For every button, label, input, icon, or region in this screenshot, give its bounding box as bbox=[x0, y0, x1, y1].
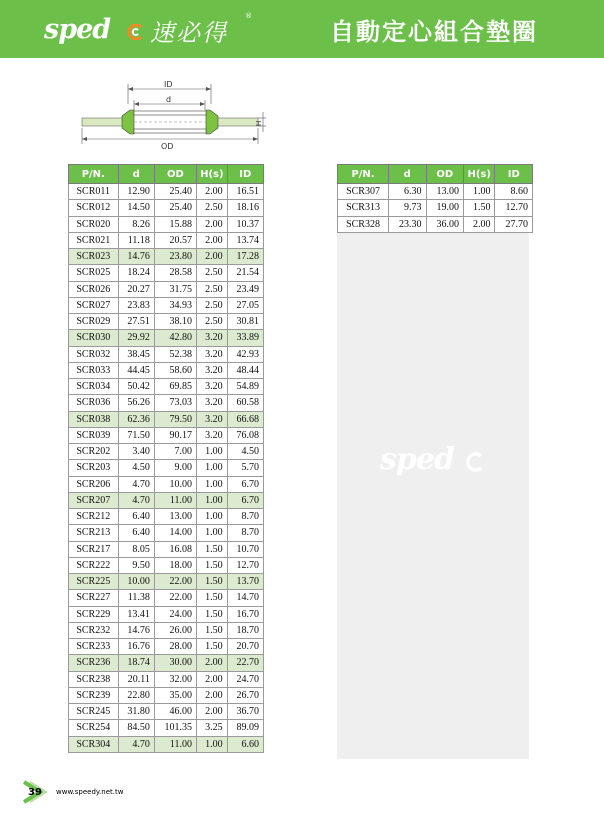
cell-d: 23.30 bbox=[389, 216, 426, 232]
cell-h: 2.00 bbox=[197, 249, 228, 265]
cell-id: 6.70 bbox=[227, 476, 263, 492]
cell-d: 6.40 bbox=[118, 509, 154, 525]
cell-od: 24.00 bbox=[154, 606, 196, 622]
cell-id: 27.70 bbox=[495, 216, 533, 232]
brand-logo-text: sped bbox=[44, 14, 111, 45]
cell-id: 5.70 bbox=[227, 460, 263, 476]
cell-d: 13.41 bbox=[118, 606, 154, 622]
table-row bbox=[69, 509, 264, 525]
cell-part-number: SCR236 bbox=[69, 655, 119, 671]
cell-h: 1.00 bbox=[197, 525, 228, 541]
cell-d: 12.90 bbox=[118, 184, 154, 200]
cell-od: 23.80 bbox=[154, 249, 196, 265]
cell-od: 30.00 bbox=[154, 655, 196, 671]
washer-cross-section-diagram bbox=[78, 78, 268, 152]
table-row bbox=[69, 557, 264, 573]
registered-mark: ® bbox=[245, 12, 252, 20]
cell-part-number: SCR021 bbox=[69, 232, 119, 248]
cell-od: 58.60 bbox=[154, 362, 196, 378]
cell-od: 32.00 bbox=[154, 671, 196, 687]
cell-id: 10.37 bbox=[227, 216, 263, 232]
table-row bbox=[69, 622, 264, 638]
cell-part-number: SCR232 bbox=[69, 622, 119, 638]
cell-id: 18.16 bbox=[227, 200, 263, 216]
table-row bbox=[69, 460, 264, 476]
table-body-right bbox=[338, 184, 533, 233]
cell-d: 44.45 bbox=[118, 362, 154, 378]
cell-od: 28.00 bbox=[154, 639, 196, 655]
cell-id: 16.70 bbox=[227, 606, 263, 622]
cell-id: 20.70 bbox=[227, 639, 263, 655]
table-row bbox=[69, 184, 264, 200]
cell-h: 2.00 bbox=[197, 655, 228, 671]
cell-h: 2.50 bbox=[197, 281, 228, 297]
cell-od: 9.00 bbox=[154, 460, 196, 476]
cell-h: 1.50 bbox=[197, 541, 228, 557]
table-header-row bbox=[338, 165, 533, 184]
cell-d: 14.76 bbox=[118, 249, 154, 265]
column-header-od: OD bbox=[154, 165, 196, 184]
table-row bbox=[69, 216, 264, 232]
cell-id: 13.70 bbox=[227, 574, 263, 590]
cell-od: 26.00 bbox=[154, 622, 196, 638]
table-row bbox=[69, 427, 264, 443]
cell-od: 38.10 bbox=[154, 314, 196, 330]
cell-d: 50.42 bbox=[118, 379, 154, 395]
table-body-left bbox=[69, 184, 264, 753]
cell-part-number: SCR227 bbox=[69, 590, 119, 606]
cell-d: 31.80 bbox=[118, 704, 154, 720]
cell-id: 6.70 bbox=[227, 492, 263, 508]
cell-od: 25.40 bbox=[154, 184, 196, 200]
cell-od: 11.00 bbox=[154, 736, 196, 752]
column-header-od: OD bbox=[426, 165, 463, 184]
cell-od: 10.00 bbox=[154, 476, 196, 492]
cell-part-number: SCR222 bbox=[69, 557, 119, 573]
table-row bbox=[69, 606, 264, 622]
cell-id: 22.70 bbox=[227, 655, 263, 671]
cell-id: 60.58 bbox=[227, 395, 263, 411]
diagram-label-d: d bbox=[166, 95, 172, 104]
table-row bbox=[69, 281, 264, 297]
cell-h: 1.50 bbox=[463, 200, 495, 216]
cell-h: 1.00 bbox=[463, 184, 495, 200]
cell-part-number: SCR245 bbox=[69, 704, 119, 720]
cell-od: 14.00 bbox=[154, 525, 196, 541]
cell-d: 29.92 bbox=[118, 330, 154, 346]
column-header-d: d bbox=[389, 165, 426, 184]
cell-d: 18.74 bbox=[118, 655, 154, 671]
table-row bbox=[69, 297, 264, 313]
cell-h: 2.50 bbox=[197, 297, 228, 313]
table-row bbox=[69, 736, 264, 752]
cell-part-number: SCR011 bbox=[69, 184, 119, 200]
cell-id: 8.70 bbox=[227, 509, 263, 525]
cell-part-number: SCR026 bbox=[69, 281, 119, 297]
cell-h: 1.00 bbox=[197, 476, 228, 492]
cell-od: 22.00 bbox=[154, 574, 196, 590]
cell-d: 16.76 bbox=[118, 639, 154, 655]
table-row bbox=[69, 492, 264, 508]
table-row bbox=[338, 184, 533, 200]
cell-d: 6.40 bbox=[118, 525, 154, 541]
cell-h: 1.00 bbox=[197, 444, 228, 460]
cell-od: 73.03 bbox=[154, 395, 196, 411]
table-row bbox=[338, 216, 533, 232]
cell-h: 1.50 bbox=[197, 574, 228, 590]
table-row bbox=[69, 687, 264, 703]
table-row bbox=[69, 249, 264, 265]
cell-id: 13.74 bbox=[227, 232, 263, 248]
cell-part-number: SCR313 bbox=[338, 200, 389, 216]
cell-od: 69.85 bbox=[154, 379, 196, 395]
cell-d: 10.00 bbox=[118, 574, 154, 590]
cell-h: 2.00 bbox=[463, 216, 495, 232]
table-row bbox=[69, 720, 264, 736]
spec-table-right bbox=[337, 164, 533, 233]
table-row bbox=[69, 655, 264, 671]
cell-part-number: SCR033 bbox=[69, 362, 119, 378]
table-row bbox=[69, 639, 264, 655]
cell-h: 3.20 bbox=[197, 379, 228, 395]
table-row bbox=[69, 574, 264, 590]
cell-part-number: SCR225 bbox=[69, 574, 119, 590]
cell-id: 48.44 bbox=[227, 362, 263, 378]
cell-d: 20.27 bbox=[118, 281, 154, 297]
cell-h: 3.25 bbox=[197, 720, 228, 736]
cell-id: 33.89 bbox=[227, 330, 263, 346]
cell-part-number: SCR217 bbox=[69, 541, 119, 557]
table-row bbox=[69, 704, 264, 720]
column-header-id: ID bbox=[495, 165, 533, 184]
spec-table-left bbox=[68, 164, 264, 753]
brand-watermark: sped bbox=[380, 442, 454, 477]
cell-part-number: SCR212 bbox=[69, 509, 119, 525]
table-row bbox=[69, 476, 264, 492]
cell-part-number: SCR206 bbox=[69, 476, 119, 492]
cell-h: 1.00 bbox=[197, 492, 228, 508]
cell-od: 15.88 bbox=[154, 216, 196, 232]
cell-d: 38.45 bbox=[118, 346, 154, 362]
cell-od: 7.00 bbox=[154, 444, 196, 460]
table-row bbox=[69, 395, 264, 411]
cell-d: 4.70 bbox=[118, 476, 154, 492]
cell-d: 14.76 bbox=[118, 622, 154, 638]
cell-d: 3.40 bbox=[118, 444, 154, 460]
cell-d: 22.80 bbox=[118, 687, 154, 703]
cell-d: 11.38 bbox=[118, 590, 154, 606]
table-row bbox=[69, 541, 264, 557]
diagram-label-h: H bbox=[255, 120, 263, 126]
table-header-row bbox=[69, 165, 264, 184]
cell-part-number: SCR328 bbox=[338, 216, 389, 232]
cell-id: 8.60 bbox=[495, 184, 533, 200]
cell-h: 3.20 bbox=[197, 362, 228, 378]
cell-d: 9.50 bbox=[118, 557, 154, 573]
website-url: www.speedy.net.tw bbox=[56, 788, 124, 796]
table-row bbox=[69, 411, 264, 427]
table-row bbox=[69, 444, 264, 460]
cell-part-number: SCR020 bbox=[69, 216, 119, 232]
cell-d: 11.18 bbox=[118, 232, 154, 248]
cell-h: 1.50 bbox=[197, 557, 228, 573]
cell-id: 12.70 bbox=[495, 200, 533, 216]
cell-od: 36.00 bbox=[426, 216, 463, 232]
cell-part-number: SCR239 bbox=[69, 687, 119, 703]
cell-part-number: SCR032 bbox=[69, 346, 119, 362]
cell-id: 16.51 bbox=[227, 184, 263, 200]
cell-od: 90.17 bbox=[154, 427, 196, 443]
table-row bbox=[69, 379, 264, 395]
cell-od: 16.08 bbox=[154, 541, 196, 557]
diagram-label-od: OD bbox=[161, 142, 174, 151]
cell-od: 19.00 bbox=[426, 200, 463, 216]
table-row bbox=[69, 346, 264, 362]
cell-id: 54.89 bbox=[227, 379, 263, 395]
column-header-h: H(s) bbox=[197, 165, 228, 184]
cell-d: 8.26 bbox=[118, 216, 154, 232]
cell-od: 18.00 bbox=[154, 557, 196, 573]
cell-od: 52.38 bbox=[154, 346, 196, 362]
cell-od: 34.93 bbox=[154, 297, 196, 313]
table-row bbox=[69, 671, 264, 687]
table-row bbox=[69, 314, 264, 330]
cell-id: 66.68 bbox=[227, 411, 263, 427]
cell-h: 3.20 bbox=[197, 346, 228, 362]
cell-od: 31.75 bbox=[154, 281, 196, 297]
cell-id: 18.70 bbox=[227, 622, 263, 638]
cell-od: 42.80 bbox=[154, 330, 196, 346]
cell-d: 8.05 bbox=[118, 541, 154, 557]
table-row bbox=[69, 362, 264, 378]
cell-d: 27.51 bbox=[118, 314, 154, 330]
page-number: 39 bbox=[28, 787, 42, 798]
cell-d: 6.30 bbox=[389, 184, 426, 200]
table-row bbox=[69, 525, 264, 541]
cell-id: 10.70 bbox=[227, 541, 263, 557]
cell-part-number: SCR213 bbox=[69, 525, 119, 541]
cell-id: 6.60 bbox=[227, 736, 263, 752]
cell-d: 18.24 bbox=[118, 265, 154, 281]
cell-h: 1.00 bbox=[197, 509, 228, 525]
cell-h: 2.50 bbox=[197, 314, 228, 330]
cell-id: 26.70 bbox=[227, 687, 263, 703]
cell-part-number: SCR254 bbox=[69, 720, 119, 736]
cell-part-number: SCR025 bbox=[69, 265, 119, 281]
cell-od: 13.00 bbox=[426, 184, 463, 200]
table-row bbox=[69, 330, 264, 346]
header-bar bbox=[0, 0, 604, 58]
cell-part-number: SCR029 bbox=[69, 314, 119, 330]
cell-part-number: SCR307 bbox=[338, 184, 389, 200]
cell-h: 1.00 bbox=[197, 460, 228, 476]
cell-part-number: SCR027 bbox=[69, 297, 119, 313]
cell-part-number: SCR039 bbox=[69, 427, 119, 443]
cell-part-number: SCR023 bbox=[69, 249, 119, 265]
cell-od: 28.58 bbox=[154, 265, 196, 281]
cell-d: 84.50 bbox=[118, 720, 154, 736]
column-header-d: d bbox=[118, 165, 154, 184]
column-header-id: ID bbox=[227, 165, 263, 184]
cell-part-number: SCR038 bbox=[69, 411, 119, 427]
table-row bbox=[69, 200, 264, 216]
cell-id: 89.09 bbox=[227, 720, 263, 736]
cell-part-number: SCR207 bbox=[69, 492, 119, 508]
cell-id: 42.93 bbox=[227, 346, 263, 362]
cell-h: 2.00 bbox=[197, 216, 228, 232]
cell-d: 4.50 bbox=[118, 460, 154, 476]
cell-h: 2.00 bbox=[197, 184, 228, 200]
cell-id: 23.49 bbox=[227, 281, 263, 297]
cell-h: 2.00 bbox=[197, 687, 228, 703]
cell-h: 1.50 bbox=[197, 622, 228, 638]
cell-od: 22.00 bbox=[154, 590, 196, 606]
cell-id: 36.70 bbox=[227, 704, 263, 720]
cell-h: 3.20 bbox=[197, 395, 228, 411]
cell-d: 4.70 bbox=[118, 492, 154, 508]
cell-h: 1.50 bbox=[197, 590, 228, 606]
cell-d: 4.70 bbox=[118, 736, 154, 752]
cell-h: 3.20 bbox=[197, 427, 228, 443]
empty-panel bbox=[337, 233, 529, 759]
cell-h: 2.00 bbox=[197, 671, 228, 687]
cell-od: 35.00 bbox=[154, 687, 196, 703]
cell-d: 62.36 bbox=[118, 411, 154, 427]
cell-od: 79.50 bbox=[154, 411, 196, 427]
cell-h: 3.20 bbox=[197, 330, 228, 346]
brand-chinese-name: 速必得 bbox=[150, 19, 228, 47]
cell-id: 27.05 bbox=[227, 297, 263, 313]
table-row bbox=[69, 265, 264, 281]
cell-d: 14.50 bbox=[118, 200, 154, 216]
brand-swirl-icon bbox=[126, 24, 144, 40]
cell-d: 20.11 bbox=[118, 671, 154, 687]
cell-od: 101.35 bbox=[154, 720, 196, 736]
diagram-label-id: ID bbox=[164, 80, 173, 89]
column-header-pn: P/N. bbox=[69, 165, 119, 184]
cell-part-number: SCR304 bbox=[69, 736, 119, 752]
cell-id: 24.70 bbox=[227, 671, 263, 687]
cell-h: 2.50 bbox=[197, 265, 228, 281]
cell-h: 1.00 bbox=[197, 736, 228, 752]
cell-id: 14.70 bbox=[227, 590, 263, 606]
column-header-h: H(s) bbox=[463, 165, 495, 184]
cell-h: 2.00 bbox=[197, 704, 228, 720]
cell-id: 12.70 bbox=[227, 557, 263, 573]
cell-h: 1.50 bbox=[197, 639, 228, 655]
table-row bbox=[69, 590, 264, 606]
cell-h: 2.50 bbox=[197, 200, 228, 216]
cell-id: 8.70 bbox=[227, 525, 263, 541]
cell-id: 30.81 bbox=[227, 314, 263, 330]
cell-part-number: SCR012 bbox=[69, 200, 119, 216]
table-row bbox=[69, 232, 264, 248]
page-title: 自動定心組合墊圈 bbox=[330, 18, 538, 46]
cell-part-number: SCR034 bbox=[69, 379, 119, 395]
cell-d: 71.50 bbox=[118, 427, 154, 443]
cell-h: 1.50 bbox=[197, 606, 228, 622]
column-header-pn: P/N. bbox=[338, 165, 389, 184]
cell-d: 23.83 bbox=[118, 297, 154, 313]
cell-od: 46.00 bbox=[154, 704, 196, 720]
cell-od: 11.00 bbox=[154, 492, 196, 508]
cell-id: 21.54 bbox=[227, 265, 263, 281]
cell-part-number: SCR202 bbox=[69, 444, 119, 460]
cell-h: 3.20 bbox=[197, 411, 228, 427]
cell-od: 20.57 bbox=[154, 232, 196, 248]
cell-part-number: SCR036 bbox=[69, 395, 119, 411]
cell-part-number: SCR233 bbox=[69, 639, 119, 655]
cell-d: 56.26 bbox=[118, 395, 154, 411]
cell-d: 9.73 bbox=[389, 200, 426, 216]
cell-od: 25.40 bbox=[154, 200, 196, 216]
cell-part-number: SCR203 bbox=[69, 460, 119, 476]
cell-part-number: SCR238 bbox=[69, 671, 119, 687]
watermark-swirl-icon bbox=[464, 452, 484, 472]
table-row bbox=[338, 200, 533, 216]
cell-od: 13.00 bbox=[154, 509, 196, 525]
cell-id: 17.28 bbox=[227, 249, 263, 265]
cell-id: 76.08 bbox=[227, 427, 263, 443]
cell-part-number: SCR229 bbox=[69, 606, 119, 622]
cell-h: 2.00 bbox=[197, 232, 228, 248]
cell-id: 4.50 bbox=[227, 444, 263, 460]
cell-part-number: SCR030 bbox=[69, 330, 119, 346]
